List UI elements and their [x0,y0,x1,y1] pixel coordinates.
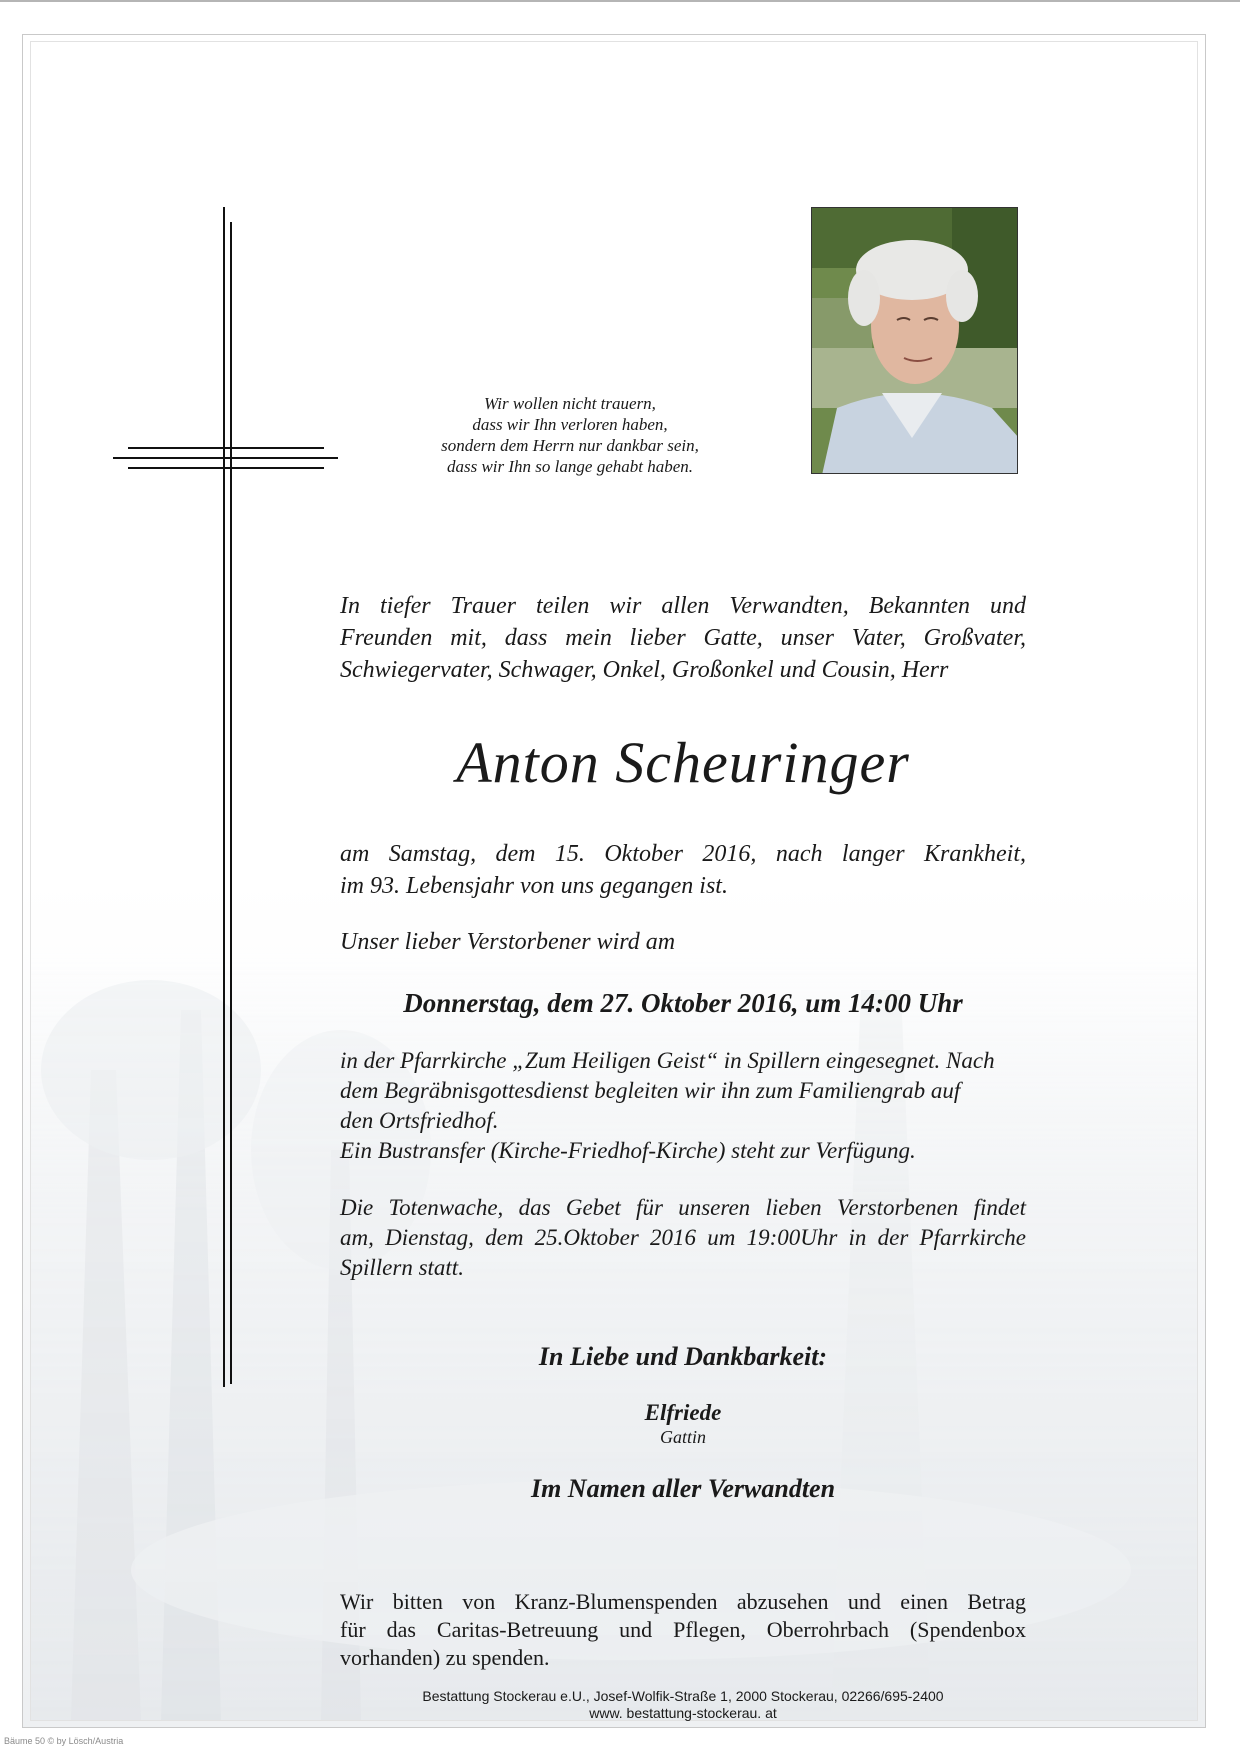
mourner-entry [340,1399,1026,1448]
cross-vertical-bar-inner [230,222,232,1384]
portrait-illustration [812,208,1018,474]
funeral-home-footer [340,1688,1026,1722]
funeral-date: Donnerstag, dem 27. Oktober 2016, um 14:00 Uhr [403,988,963,1018]
funeral-line: den Ortsfriedhof. [340,1108,499,1133]
cross-vertical-bar-outer [223,207,225,1387]
quote-line: dass wir Ihn verloren haben, [472,415,668,434]
death-notice [340,838,1026,902]
vigil-line: Die Totenwache, das Gebet für unseren lieben Verstorbenen findet [340,1195,1026,1220]
top-edge-line [0,0,1240,2]
intro-line: In tiefer Trauer teilen wir allen Verwandten, Bekannten und [340,593,1026,619]
mourner-relation: Gattin [659,1427,706,1447]
image-credit: Bäume 50 © by Lösch/Austria [4,1736,124,1746]
cross-horizontal-bar-middle [113,457,338,459]
funeral-line: dem Begräbnisgottesdienst begleiten wir ihn zum Familiengrab auf [340,1078,961,1103]
death-line: im 93. Lebensjahr von uns gegangen ist. [340,873,728,899]
footer-website[interactable]: www. bestattung-stockerau. at [589,1705,777,1721]
closing-phrase: In Liebe und Dankbarkeit: [538,1342,828,1371]
intro-line: Freunden mit, dass mein lieber Gatte, unser Vater, Großvater, [340,625,1026,651]
death-line: am Samstag, dem 15. Oktober 2016, nach langer Krankheit, [340,841,1026,867]
memorial-quote [380,393,760,477]
vigil-line: Spillern statt. [340,1255,464,1280]
mourner-name: Elfriede [644,1400,722,1425]
donation-line: vorhanden) zu spenden. [340,1645,550,1670]
quote-line: Wir wollen nicht trauern, [484,394,656,413]
vigil-notice [340,1193,1026,1283]
intro-line: Schwiegervater, Schwager, Onkel, Großonkel und Cousin, Herr [340,657,949,683]
footer-address: Bestattung Stockerau e.U., Josef-Wolfik-Straße 1, 2000 Stockerau, 02266/695-2400 [422,1688,944,1704]
quote-line: dass wir Ihn so lange gehabt haben. [446,457,694,476]
donation-request [340,1588,1026,1672]
donation-line: für das Caritas-Betreuung und Pflegen, Oberrohrbach (Spendenbox [340,1617,1026,1642]
funeral-details [340,1046,1026,1166]
funeral-line: Ein Bustransfer (Kirche-Friedhof-Kirche) steht zur Verfügung. [340,1138,916,1163]
donation-line: Wir bitten von Kranz-Blumenspenden abzusehen und einen Betrag [340,1589,1026,1614]
funeral-line: in der Pfarrkirche „Zum Heiligen Geist“ in Spillern eingesegnet. Nach [340,1048,995,1073]
deceased-portrait-photo [811,207,1018,474]
quote-line: sondern dem Herrn nur dankbar sein, [441,436,699,455]
cross-horizontal-bar-bottom [128,467,324,469]
announcement-intro [340,590,1026,686]
deceased-name: Anton Scheuringer [456,730,910,795]
funeral-intro: Unser lieber Verstorbener wird am [340,929,676,955]
vigil-line: am, Dienstag, dem 25.Oktober 2016 um 19:00Uhr in der Pfarrkirche [340,1225,1026,1250]
cross-horizontal-bar-top [128,447,324,449]
relatives-line: Im Namen aller Verwandten [530,1474,836,1503]
